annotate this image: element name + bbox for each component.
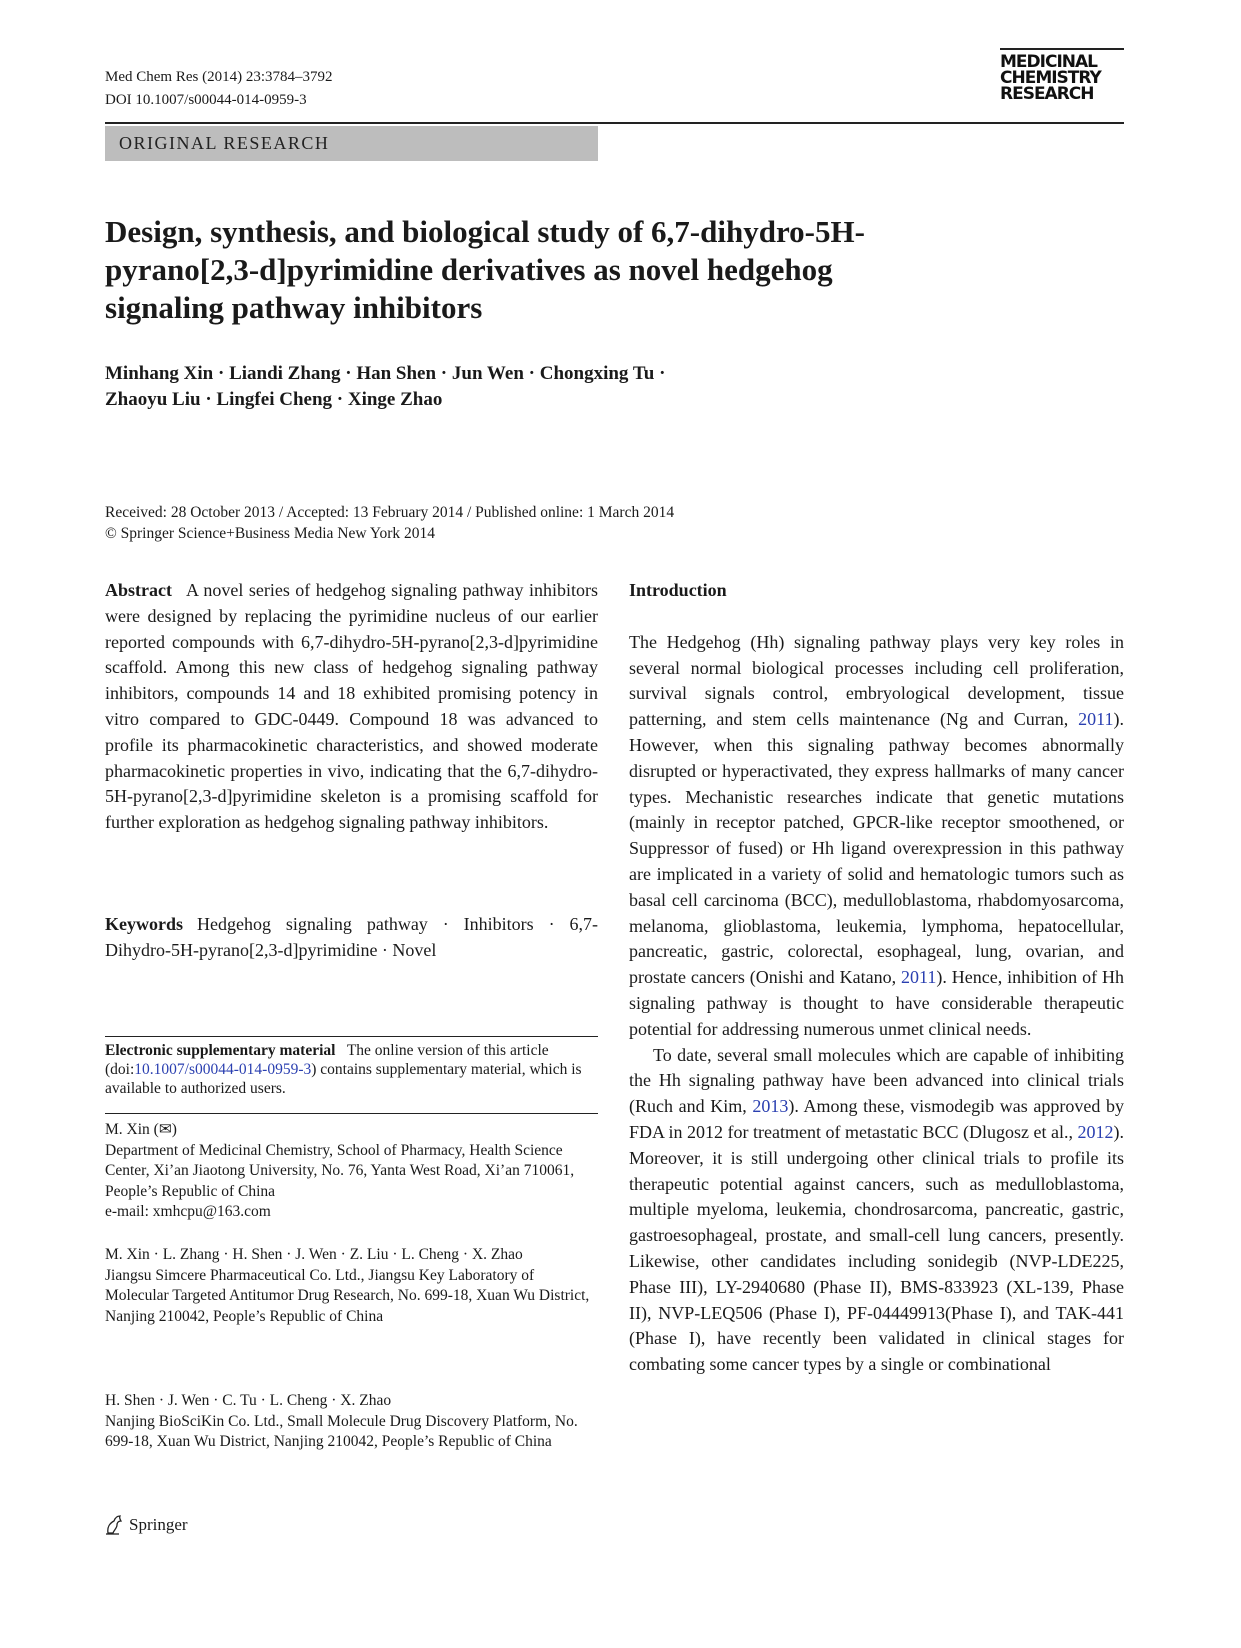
footer — [105, 1515, 188, 1535]
logo-line-3: RESEARCH — [1000, 84, 1094, 104]
springer-horse-icon — [105, 1515, 123, 1535]
introduction-section — [629, 578, 1124, 1378]
intro-text: To date, several small molecules which are capable of inhibiting the Hh signaling pathway have been advanced into clinical trials (Ruch and Kim, — [629, 1044, 1124, 1117]
introduction-heading: Introduction — [629, 580, 727, 600]
intro-text: The Hedgehog (Hh) signaling pathway plays very key roles in several normal biological processes including cell proliferation, survival signals control, embryological development, tissue patterning, and stem cells maintenance (Ng and Curran, — [629, 631, 1124, 730]
journal-reference — [105, 66, 332, 112]
affiliation-names: M. Xin (✉) — [105, 1121, 177, 1138]
intro-text: ). Among these, vismodegib was approved by FDA in 2012 for treatment of metastatic BCC (Dlugosz et al., — [629, 1096, 1125, 1142]
citation-link[interactable]: 2013 — [752, 1096, 789, 1117]
affiliation-names: H. Shen · J. Wen · C. Tu · L. Cheng · X. Zhao — [105, 1392, 392, 1409]
citation-link[interactable]: 2011 — [901, 967, 937, 988]
affiliation-email[interactable]: e-mail: xmhcpu@163.com — [105, 1203, 271, 1220]
journal-citation: Med Chem Res (2014) 23:3784–3792 — [105, 69, 333, 85]
affiliation-1 — [105, 1120, 598, 1223]
introduction-paragraph-1 — [629, 630, 1124, 1043]
publisher-name: Springer — [129, 1515, 188, 1534]
logo-rule — [1000, 48, 1124, 50]
header-divider — [105, 122, 1124, 124]
affiliation-names: M. Xin · L. Zhang · H. Shen · J. Wen · Z. Liu · L. Cheng · X. Zhao — [105, 1246, 523, 1263]
logo-line-1: MEDICINAL — [1000, 52, 1097, 72]
abstract-label: Abstract — [105, 580, 172, 600]
intro-text: ). Moreover, it is still undergoing other clinical trials to profile its therapeutic potential against cancers, such as medulloblastoma, multiple myeloma, leukemia, chondrosarcoma, pancreatic, gastric, gastroesophageal, prostate, and small-cell lung cancers, presently. Likewise, other candidates including sonidegib (NVP-LDE225, Phase III), LY-2940680 (Phase II), BMS-833923 (XL-139, Phase II), NVP-LEQ506 (Phase I), PF-04449913(Phase I), and TAK-441 (Phase I), have recently been validated in clinical stages for combating some cancer types by a single or combinational — [629, 1121, 1124, 1375]
affiliation-address: Jiangsu Simcere Pharmaceutical Co. Ltd., Jiangsu Key Laboratory of Molecular Targeted Antitumor Drug Research, No. 699-18, Xuan Wu District, Nanjing 210042, People’s Republic of China — [105, 1266, 590, 1325]
affiliation-3 — [105, 1391, 598, 1453]
author-list — [105, 361, 865, 413]
keywords-text: Hedgehog signaling pathway · Inhibitors · 6,7-Dihydro-5H-pyrano[2,3-d]pyrimidine · Novel — [105, 914, 598, 960]
abstract — [105, 578, 598, 836]
affiliation-address: Nanjing BioSciKin Co. Ltd., Small Molecule Drug Discovery Platform, No. 699-18, Xuan Wu District, Nanjing 210042, People’s Republic of China — [105, 1412, 578, 1450]
doi-line: DOI 10.1007/s00044-014-0959-3 — [105, 92, 307, 108]
affiliation-divider — [105, 1113, 598, 1114]
dates-line: Received: 28 October 2013 / Accepted: 13 February 2014 / Published online: 1 March 2014 — [105, 504, 675, 521]
intro-text: ). However, when this signaling pathway becomes abnormally disrupted or hyperactivated, they express hallmarks of many cancer types. Mechanistic researches indicate that genetic mutations (mainly in receptor patched, GPCR-like receptor smoothened, or Suppressor of fused) or Hh ligand overexpression in this pathway are implicated in a variety of solid and hematologic tumors such as basal cell carcinoma (BCC), medulloblastoma, rhabdomyosarcoma, melanoma, glioblastoma, leukemia, lymphoma, hepatocellular, pancreatic, gastric, colorectal, esophageal, lung, ovarian, and prostate cancers (Onishi and Katano, — [629, 709, 1124, 988]
logo-line-2: CHEMISTRY — [1000, 68, 1101, 88]
keywords — [105, 912, 598, 964]
esm-text-before: The online version of this article (doi: — [105, 1042, 549, 1078]
supplementary-material-note — [105, 1041, 598, 1098]
citation-link[interactable]: 2011 — [1078, 709, 1114, 730]
affiliation-address: Department of Medicinal Chemistry, School of Pharmacy, Health Science Center, Xi’an Jiaotong University, No. 76, Yanta West Road, Xi’an 710061, People’s Republic of China — [105, 1141, 575, 1200]
abstract-text: A novel series of hedgehog signaling pathway inhibitors were designed by replacing the pyrimidine nucleus of our earlier reported compounds with 6,7-dihydro-5H-pyrano[2,3-d]pyrimidine scaffold. Among this new class of hedgehog signaling pathway inhibitors, compounds 14 and 18 exhibited promising potency in vitro compared to GDC-0449. Compound 18 was advanced to profile its pharmacokinetic characteristics, and showed moderate pharmacokinetic properties in vivo, indicating that the 6,7-dihydro-5H-pyrano[2,3-d]pyrimidine skeleton is a promising scaffold for further exploration as hedgehog signaling pathway inhibitors. — [105, 580, 598, 833]
introduction-paragraph-2 — [629, 1043, 1124, 1378]
authors-line-1: Minhang Xin · Liandi Zhang · Han Shen · Jun Wen · Chongxing Tu · — [105, 363, 666, 384]
intro-text: ). Hence, inhibition of Hh signaling pathway is thought to have considerable therapeutic potential for addressing numerous unmet clinical needs. — [629, 967, 1124, 1039]
copyright-line: © Springer Science+Business Media New York 2014 — [105, 525, 436, 542]
citation-link[interactable]: 2012 — [1077, 1121, 1114, 1142]
publication-dates — [105, 502, 1005, 544]
article-title: Design, synthesis, and biological study of 6,7-dihydro-5H-pyrano[2,3-d]pyrimidine derivatives as novel hedgehog signaling pathway inhibitors — [105, 214, 865, 325]
esm-divider — [105, 1036, 598, 1037]
journal-logo — [1000, 48, 1124, 102]
esm-label: Electronic supplementary material — [105, 1042, 336, 1059]
article-type-band: ORIGINAL RESEARCH — [105, 126, 598, 161]
esm-text-after: ) contains supplementary material, which is available to authorized users. — [105, 1061, 582, 1097]
affiliation-2 — [105, 1245, 598, 1327]
authors-line-2: Zhaoyu Liu · Lingfei Cheng · Xinge Zhao — [105, 389, 443, 410]
esm-doi-link[interactable]: 10.1007/s00044-014-0959-3 — [134, 1061, 312, 1078]
keywords-label: Keywords — [105, 914, 183, 934]
